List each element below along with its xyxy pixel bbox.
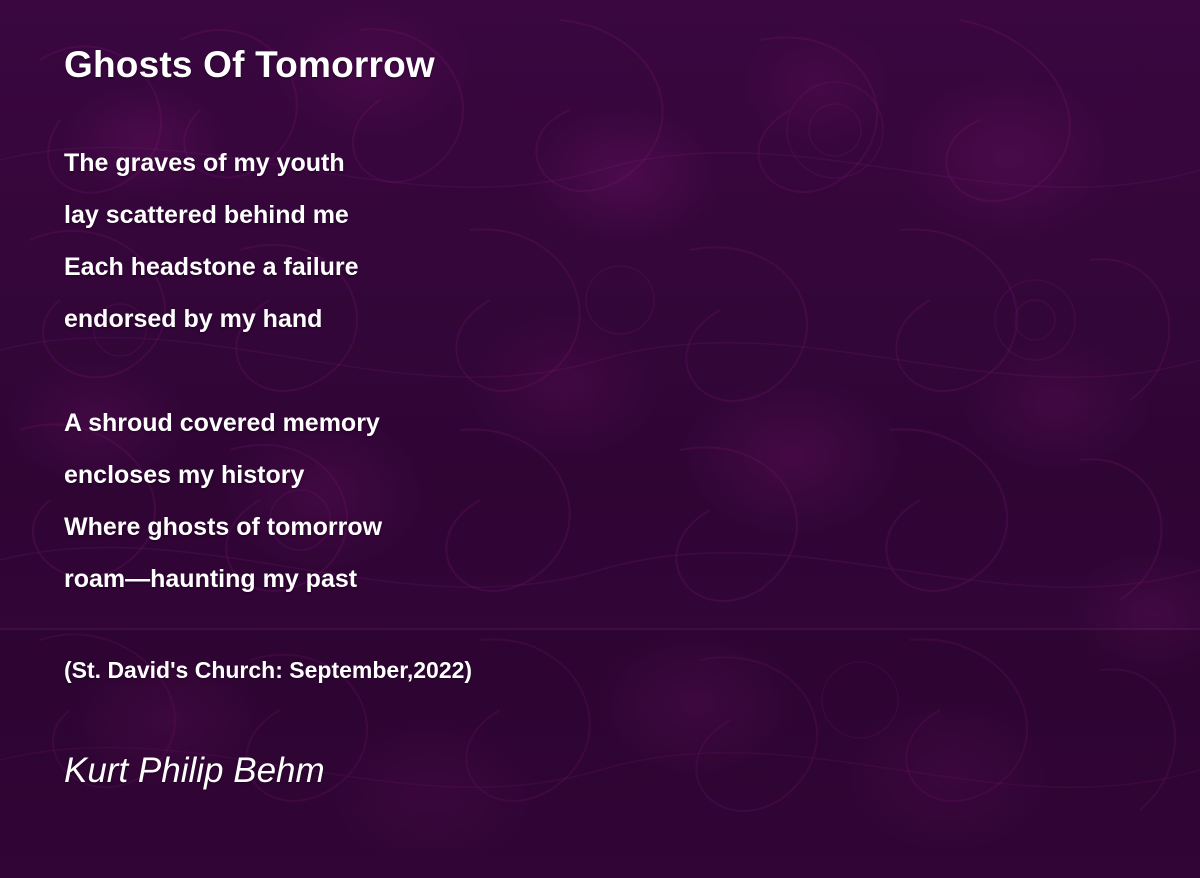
poem-line: Where ghosts of tomorrow	[64, 512, 383, 541]
poem-line: lay scattered behind me	[64, 200, 349, 229]
poem-location-date-note: (St. David's Church: September,2022)	[64, 656, 473, 683]
poem-line: encloses my history	[64, 460, 305, 489]
poem-line: A shroud covered memory	[64, 408, 380, 437]
poem-line: endorsed by my hand	[64, 304, 323, 333]
poem-line: roam—haunting my past	[64, 564, 358, 593]
poem-author: Kurt Philip Behm	[64, 751, 325, 791]
poem-line: The graves of my youth	[64, 148, 345, 177]
poem-line: Each headstone a failure	[64, 252, 359, 281]
poem-stanza	[64, 397, 1140, 605]
poem-stanza	[64, 137, 1140, 345]
poem-title: Ghosts Of Tomorrow	[64, 44, 435, 85]
